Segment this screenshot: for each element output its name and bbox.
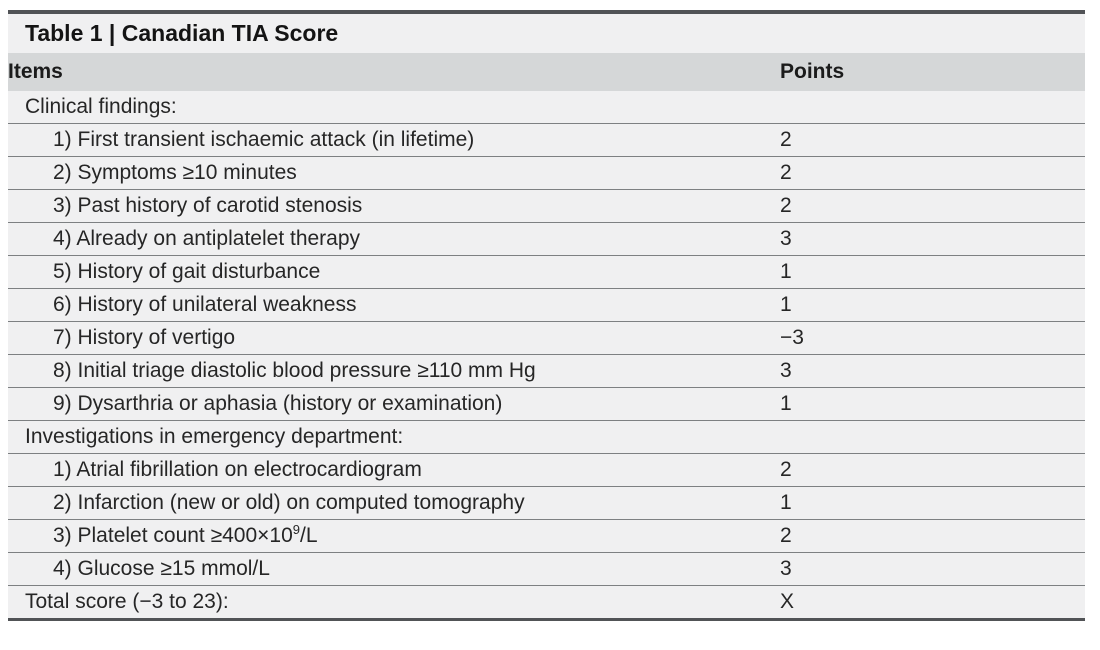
points-value: −3 <box>780 322 1085 355</box>
points-value: 3 <box>780 223 1085 256</box>
item-label: 4) Already on antiplatelet therapy <box>8 223 780 256</box>
table-row <box>8 388 1085 421</box>
table-row <box>8 322 1085 355</box>
table-row <box>8 421 1085 454</box>
label-text: /L <box>300 524 318 547</box>
table-row <box>8 553 1085 586</box>
table-body <box>8 91 1085 618</box>
item-label: 9) Dysarthria or aphasia (history or examination) <box>8 388 780 421</box>
table-row <box>8 256 1085 289</box>
points-value: 1 <box>780 487 1085 520</box>
item-label: 7) History of vertigo <box>8 322 780 355</box>
points-value: 3 <box>780 553 1085 586</box>
table-row <box>8 91 1085 124</box>
item-label: 2) Infarction (new or old) on computed tomography <box>8 487 780 520</box>
points-value: 2 <box>780 190 1085 223</box>
points-value <box>780 91 1085 124</box>
item-label: 8) Initial triage diastolic blood pressure ≥110 mm Hg <box>8 355 780 388</box>
table-row <box>8 454 1085 487</box>
score-table <box>8 53 1085 618</box>
table-row <box>8 289 1085 322</box>
table-row <box>8 355 1085 388</box>
points-value: 3 <box>780 355 1085 388</box>
points-value: 2 <box>780 520 1085 553</box>
table-title: Table 1 | Canadian TIA Score <box>8 14 1085 53</box>
item-label: 2) Symptoms ≥10 minutes <box>8 157 780 190</box>
points-value <box>780 421 1085 454</box>
item-label: 4) Glucose ≥15 mmol/L <box>8 553 780 586</box>
item-label: 6) History of unilateral weakness <box>8 289 780 322</box>
points-column-header: Points <box>780 53 1085 91</box>
section-label: Total score (−3 to 23): <box>8 586 780 619</box>
table-row <box>8 157 1085 190</box>
points-value: 2 <box>780 124 1085 157</box>
table-row <box>8 586 1085 619</box>
table-row <box>8 520 1085 553</box>
items-column-header: Items <box>8 53 780 91</box>
points-value: X <box>780 586 1085 619</box>
header-row <box>8 53 1085 91</box>
section-label: Clinical findings: <box>8 91 780 124</box>
table-row <box>8 124 1085 157</box>
item-label <box>8 520 780 553</box>
points-value: 1 <box>780 388 1085 421</box>
tia-score-table <box>8 10 1085 621</box>
item-label: 1) Atrial fibrillation on electrocardiogram <box>8 454 780 487</box>
points-value: 2 <box>780 157 1085 190</box>
points-value: 1 <box>780 256 1085 289</box>
points-value: 2 <box>780 454 1085 487</box>
table-row <box>8 223 1085 256</box>
item-label: 1) First transient ischaemic attack (in lifetime) <box>8 124 780 157</box>
table-row <box>8 190 1085 223</box>
table-row <box>8 487 1085 520</box>
label-text: 3) Platelet count ≥400×10 <box>53 524 293 547</box>
section-label: Investigations in emergency department: <box>8 421 780 454</box>
points-value: 1 <box>780 289 1085 322</box>
item-label: 3) Past history of carotid stenosis <box>8 190 780 223</box>
item-label: 5) History of gait disturbance <box>8 256 780 289</box>
superscript: 9 <box>292 522 301 537</box>
